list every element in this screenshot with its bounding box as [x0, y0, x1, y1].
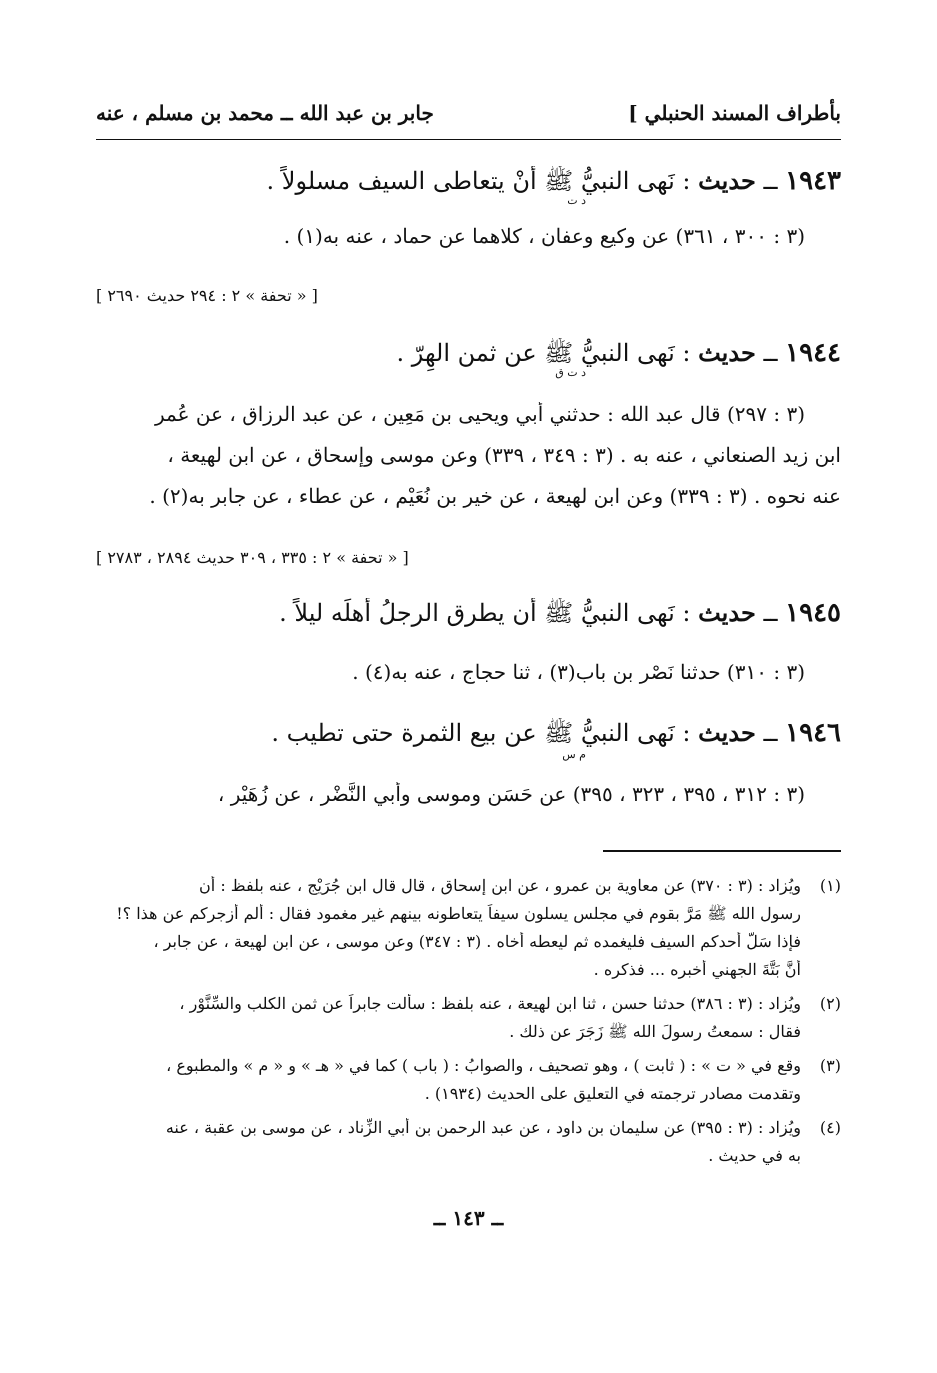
header-section-title: جابر بن عبد الله ــ محمد بن مسلم ، عنه: [96, 101, 434, 125]
hadith-chain: (٣ : ٢٩٧) قال عبد الله : حدثني أبي ويحيى بن مَعِين ، عن عبد الرزاق ، عن عُمر: [155, 402, 805, 426]
hadith-chain: (٣ : ٣١٢ ، ٣٩٥ ، ٣٢٣ ، ٣٩٥) عن حَسَن وموسى وأبي النَّضْر ، عن زُهَيْر ،: [217, 782, 805, 806]
hadith-sigla: م س: [562, 748, 586, 761]
footnote: (٢)ويُزاد : (٣ : ٣٨٦) حدثنا حسن ، ثنا ابن لهيعة ، عنه بلفظ : سألت جابراً عن ثمن الكلب والسِّنَّوْر ،: [179, 994, 841, 1013]
footnote: (٤)ويُزاد : (٣ : ٣٩٥) عن سليمان بن داود ، عن عبد الرحمن بن أبي الزِّناد ، عن موسى بن عقبة ، عنه: [165, 1118, 841, 1137]
page-number: ــ ١٤٣ ــ: [433, 1206, 504, 1230]
footnote-number: (٣): [819, 1056, 841, 1075]
hadith-keyword: حديث: [698, 338, 756, 367]
hadith-chain: (٣ : ٣١٠) حدثنا نَصْر بن باب(٣) ، ثنا حجاج ، عنه به(٤) .: [352, 660, 805, 684]
hadith-text: : نَهى النبيُّ ﷺ أنْ يتعاطى السيف مسلولاً .: [266, 167, 691, 195]
footnote-line: رسول الله ﷺ مَرَّ بقوم في مجلس يسلون سيفاً يتعاطونه بينهم غير مغمود فقال : ألم أزجركم عن هذا ؟!: [116, 904, 801, 923]
footnote: (٣)وقع في « ت » : ( ثابت ) ، وهو تصحيف ، والصوابُ : ( باب ) كما في « هـ » و « م » والمطبوع ،: [166, 1056, 841, 1075]
hadith-text: : نَهى النبيُّ ﷺ عن ثمن الهِرّ .: [396, 339, 691, 367]
hadith-text: : نَهى النبيُّ ﷺ أن يطرق الرجلُ أهلَه ليلاً .: [279, 599, 691, 627]
footnote-line: به في حديث .: [708, 1146, 801, 1165]
footnote-line: وتقدمت مصادر ترجمته في التعليق على الحديث (١٩٣٤) .: [424, 1084, 801, 1103]
footnote-line: فقال : سمعتُ رسولَ الله ﷺ زَجَرَ عن ذلك .: [509, 1022, 801, 1041]
tuhfa-reference: [ « تحفة » ٢ : ٣٣٥ ، ٣٠٩ حديث ٢٨٩٤ ، ٢٧٨٣ ]: [96, 548, 409, 567]
hadith-number: ١٩٤٣: [785, 166, 841, 196]
hadith-number: ١٩٤٤: [785, 338, 841, 368]
hadith-chain: (٣ : ٣٠٠ ، ٣٦١) عن وكيع وعفان ، كلاهما عن حماد ، عنه به(١) .: [283, 224, 805, 248]
header-rule: [96, 139, 841, 140]
running-header: [96, 96, 841, 130]
hadith-heading: ١٩٤٤ ــ حديث : نَهى النبيُّ ﷺ عن ثمن الهِرّ .: [396, 338, 841, 368]
header-book-title: بأطراف المسند الحنبلي ]: [628, 101, 841, 125]
hadith-chain: عنه نحوه . (٣ : ٣٣٩) وعن ابن لهيعة ، عن خير بن نُعَيْم ، عن عطاء ، عن جابرٍ به(٢) .: [149, 484, 841, 508]
footnote: (١)ويُزاد : (٣ : ٣٧٠) عن معاوية بن عمرو ، عن ابن إسحاق ، قال قال ابن جُرَيْج ، عنه بلفظ : أن: [199, 876, 841, 895]
tuhfa-reference: [ « تحفة » ٢ : ٢٩٤ حديث ٢٦٩٠ ]: [96, 286, 318, 305]
hadith-chain: ابن زيد الصنعاني ، عنه به . (٣ : ٣٤٩ ، ٣٣٩) وعن موسى وإسحاق ، عن ابن لهيعة ،: [167, 443, 841, 467]
footnote-line: أنَّ بَتَّةَ الجهني أخبره ... فذكره .: [593, 960, 801, 979]
hadith-keyword: حديث: [698, 166, 756, 195]
footnote-number: (١): [819, 876, 841, 895]
hadith-keyword: حديث: [698, 598, 756, 627]
hadith-heading: ١٩٤٣ ــ حديث : نَهى النبيُّ ﷺ أنْ يتعاطى السيف مسلولاً .: [266, 166, 841, 196]
footnote-number: (٢): [819, 994, 841, 1013]
hadith-heading: ١٩٤٦ ــ حديث : نَهى النبيُّ ﷺ عن بيع الثمرة حتى تطيب .: [271, 718, 841, 748]
hadith-number: ١٩٤٥: [785, 598, 841, 628]
hadith-heading: ١٩٤٥ ــ حديث : نَهى النبيُّ ﷺ أن يطرق الرجلُ أهلَه ليلاً .: [279, 598, 841, 628]
hadith-keyword: حديث: [698, 718, 756, 747]
page: [96, 86, 841, 1306]
hadith-number: ١٩٤٦: [785, 718, 841, 748]
hadith-text: : نَهى النبيُّ ﷺ عن بيع الثمرة حتى تطيب .: [271, 719, 691, 747]
hadith-sigla: د ت ق: [555, 366, 586, 379]
footnote-line: فإذا سَلَّ أحدكم السيف فليغمده ثم ليعطه أخاه . (٣ : ٣٤٧) وعن موسى ، عن ابن لهيعة ، عن جابر ،: [153, 932, 801, 951]
footnote-number: (٤): [819, 1118, 841, 1137]
footnote-rule: [603, 850, 841, 852]
hadith-sigla: د ت: [567, 194, 586, 207]
